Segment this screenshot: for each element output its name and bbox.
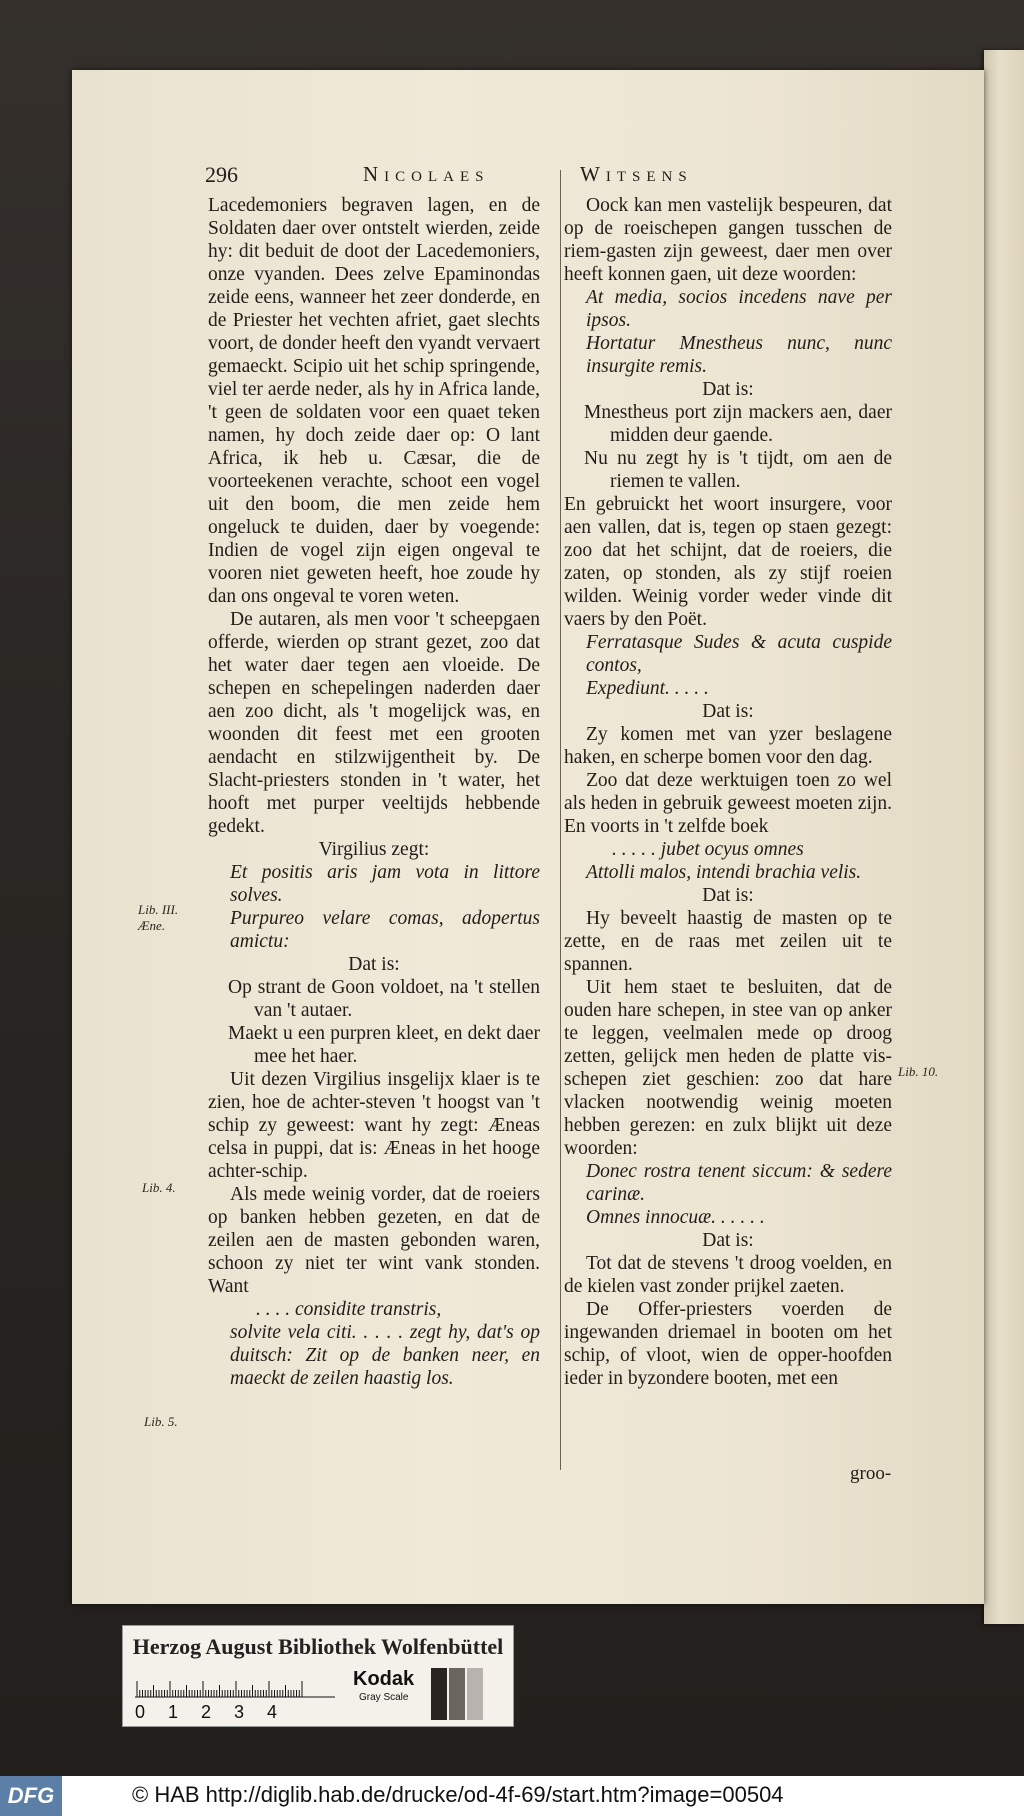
paragraph: Dat is:	[702, 885, 754, 906]
paragraph: At media, socios incedens nave per ipsos.	[586, 287, 892, 331]
paragraph: Zoo dat deze werktuigen toen zo wel als heden in gebruik geweest moeten zijn. En voorts in 't zelfde boek	[564, 770, 892, 837]
paragraph: Zy komen met van yzer beslagene haken, en scherpe bomen voor den dag.	[564, 724, 892, 768]
paragraph: . . . . considite transtris,	[256, 1299, 442, 1320]
paragraph: . . . . . jubet ocyus omnes	[612, 839, 804, 860]
paragraph: Dat is:	[702, 1230, 754, 1251]
paragraph: Uit hem staet te besluiten, dat de ouden hare schepen, in stee van op anker te leggen, veelmalen mede op droog zetten, gelijck men heden de platte vis-schepen ziet geschien: zoo dat hare vlacken nootwendig weinig moeten hebben gerezen: en zulx blijkt uit deze woorden:	[564, 977, 892, 1159]
left-column	[208, 194, 540, 1390]
scale-number: 2	[201, 1702, 212, 1722]
paragraph: Virgilius zegt:	[318, 839, 430, 860]
running-title-left: Nicolaes	[363, 162, 490, 186]
paragraph: Expediunt. . . . .	[586, 678, 709, 699]
paragraph: Donec rostra tenent siccum: & sedere carinæ.	[586, 1161, 892, 1205]
gray-swatch-dark	[431, 1668, 447, 1720]
margin-note-lib-10: Lib. 10.	[898, 1064, 939, 1079]
paragraph: Mnestheus port zijn mackers aen, daer midden deur gaende.	[584, 402, 892, 446]
paragraph: Et positis aris jam vota in littore solves.	[230, 862, 540, 906]
library-label	[122, 1625, 514, 1727]
scale-number: 3	[234, 1702, 245, 1722]
paragraph: Maekt u een purpren kleet, en dekt daer mee het haer.	[228, 1023, 540, 1067]
page-header	[205, 163, 745, 189]
kodak-logo: Kodak	[353, 1668, 415, 1690]
scale-number: 4	[267, 1702, 278, 1722]
dfg-logo: DFG	[0, 1776, 62, 1816]
column-rule	[560, 170, 561, 1470]
paragraph: Tot dat de stevens 't droog voelden, en de kielen vast zonder prijkel zaeten.	[564, 1253, 892, 1297]
paragraph: Omnes innocuæ. . . . . .	[586, 1207, 765, 1228]
paragraph: Op strant de Goon voldoet, na 't stellen van 't autaer.	[228, 977, 540, 1021]
scale-number: 0	[135, 1702, 146, 1722]
right-column	[564, 194, 892, 1390]
paragraph: Dat is:	[348, 954, 400, 975]
paragraph: Dat is:	[702, 701, 754, 722]
next-page-edge	[984, 50, 1024, 1624]
paragraph: Nu nu zegt hy is 't tijdt, om aen de riemen te vallen.	[584, 448, 892, 492]
paragraph: De Offer-priesters voerden de ingewanden driemael in booten om het schip, of vloot, wien de opper-hoofden ieder in byzondere booten, met een	[564, 1299, 892, 1389]
paragraph: Als mede weinig vorder, dat de roeiers op banken hebben gezeten, en dat de zeilen aen de masten gebonden waren, schoon zy niet ter wint vank stonden. Want	[208, 1184, 540, 1297]
gray-swatch-light	[467, 1668, 483, 1720]
paragraph: solvite vela citi. . . . . zegt hy, dat's op duitsch: Zit op de banken neer, en maeckt de zeilen haastig los.	[230, 1322, 540, 1389]
gray-swatch-mid	[449, 1668, 465, 1720]
ruler-scale	[135, 1668, 335, 1698]
paragraph: En gebruickt het woort insurgere, voor aen vallen, dat is, tegen op staen gezegt: zoo dat het schijnt, dat de roeiers, die zaten, op stonden, als zy stijf roeien wilden. Weinig vorder weder vinde dit vaers by den Poët.	[564, 494, 892, 630]
margin-note-lib-5: Lib. 5.	[144, 1414, 178, 1429]
page-number: 296	[205, 162, 238, 187]
running-title-right: Witsens	[580, 162, 693, 186]
paragraph: Purpureo velare comas, adopertus amictu:	[230, 908, 540, 952]
paragraph: Lacedemoniers begraven lagen, en de Soldaten daer over ontstelt wierden, zeide hy: dit beduit de doot der Lacedemoniers, onze vyanden. Dees zelve Epaminondas zeide eens, wanneer het zeer donderde, en de Priester het vechten afriet, gaet slechts voort, de donder heeft den vyandt vervaert gemaeckt. Scipio uit het schip springende, viel ter aerde neder, als hy in Africa lande, 't geen de soldaten voor een quaet teken namen, hy doch zeide daer op: O lant Africa, ik heb u. Cæsar, die de voorteekenen verachte, schoot een vogel uit den boom, die men zeide hem ongeluck te duiden, daer by voegende: Indien de vogel zijn eigen ongeval te vooren niet geweten heeft, hoe zoude hy dan ons ongeval te voren weten.	[208, 195, 540, 607]
paragraph: Attolli malos, intendi brachia velis.	[586, 862, 862, 883]
paragraph: De autaren, als men voor 't scheepgaen offerde, wierden op strant gezet, zoo dat het water daer tegen aen vloeide. De schepen en schepelingen naderden daer aen zoo dicht, als 't mogelijck was, en woonden dit feest met een grooten aendacht en stilzwijgentheit by. De Slacht-priesters stonden in 't water, het hooft met purper veeltijds hebbende gedekt.	[208, 609, 540, 837]
paragraph: Ferratasque Sudes & acuta cuspide contos,	[586, 632, 892, 676]
paragraph: Uit dezen Virgilius insgelijx klaer is te zien, hoe de achter-steven 't hoogst van 't schip zy geweest: want hy zegt: Æneas celsa in puppi, dat is: Æneas in het hooge achter-schip.	[208, 1069, 540, 1182]
copyright-link[interactable]: © HAB http://diglib.hab.de/drucke/od-4f-69/start.htm?image=00504	[132, 1782, 784, 1807]
library-name: Herzog August Bibliothek Wolfenbüttel	[132, 1634, 504, 1659]
margin-note-lib-3: Lib. III. Æne.	[138, 902, 179, 933]
scale-number: 1	[168, 1702, 179, 1722]
margin-note-lib-4: Lib. 4.	[142, 1180, 176, 1195]
paragraph: Hortatur Mnestheus nunc, nunc insurgite remis.	[586, 333, 892, 377]
paragraph: Hy beveelt haastig de masten op te zette, en de raas met zeilen uit te spannen.	[564, 908, 892, 975]
paragraph: Oock kan men vastelijk bespeuren, dat op de roeischepen gangen tusschen de riem-gasten zijn geweest, daer men over heeft konnen gaen, uit deze woorden:	[564, 195, 892, 285]
gray-scale-label: Gray Scale	[359, 1692, 409, 1703]
paragraph: Dat is:	[702, 379, 754, 400]
catch-word: groo-	[850, 1463, 892, 1484]
footer-bar	[0, 1776, 1024, 1816]
